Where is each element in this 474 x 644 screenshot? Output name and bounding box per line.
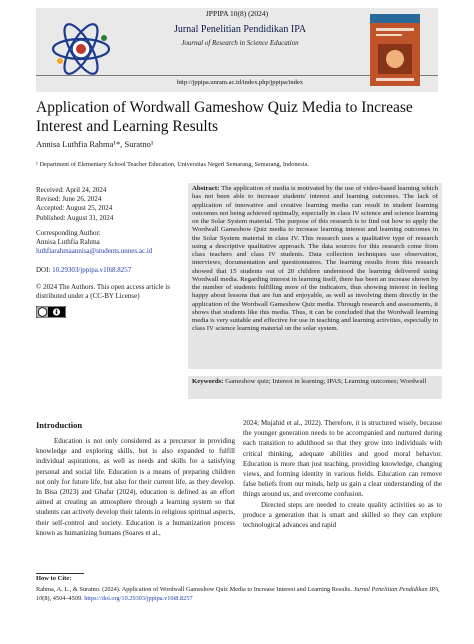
corresponding-label: Corresponding Author: <box>36 229 101 237</box>
corresponding-name: Annisa Luthfia Rahma <box>36 238 100 247</box>
body-column-right <box>243 418 442 530</box>
article-title: Application of Wordwall Gameshow Quiz Media to Increase Interest and Learning Results <box>36 99 413 135</box>
atom-logo-icon <box>46 16 116 82</box>
keywords <box>192 378 438 386</box>
intro-paragraph-2: Directed steps are needed to create quality activities so as to produce a generation that is smart and skilled so they can explore technological advances and rapid <box>243 500 442 530</box>
corresponding-email-link[interactable]: luthfiarahmaannisa@students.unnes.ac.id <box>36 247 153 256</box>
journal-issue: JPPIPA 10(8) (2024) <box>205 9 269 18</box>
article-dates <box>36 186 113 223</box>
corresponding-author <box>36 229 152 257</box>
abstract-body: The application of media is motivated by the use of video-based learning which has not been able to increase students' interest and learning outcomes. The lack of application of innovative and creative learning media can result in student learning outcomes not being achieved optimally, especially in class IV science and science learning on the Solar System material. The purpose of this research is to find out how to apply the Wordwall Gameshow Quiz media to increase learning interest and learning outcomes in the Solar System material in class IV. This research uses a qualitative type of research using a descriptive qualitative approach. The data sources for this research come from class teachers and class IV students. Data collection techniques use observation, interviews, documentation and questionnaires. The learning results from this research showed that 15 students out of 20 children understood the learning delivered using Wordwall media. Regarding interest in learning itself, there has been an increase shown by the number of students fulfilling more of the indicators, thus showing interest in feeling happy about lessons that are fun and enjoyable, as well as involving them directly in the application of the Wordwall Gameshow Quiz media. Through research and assessments, it shows that students like this media. Thus, it can be concluded that the Wordwall learning media is very suitable and effective for use in teaching and learning activities, especially in class IV science learning material on the solar system. <box>192 185 438 333</box>
keywords-body: Gameshow quiz; Interest in learning; IPAS; Learning outcomes; Wordwall <box>225 378 427 385</box>
cc-by-icon[interactable] <box>36 306 66 318</box>
citation-pages: (8), 4504–4509. <box>42 595 83 602</box>
body-column-left <box>36 436 235 538</box>
journal-url[interactable]: http://jppipa.unram.ac.id/index.php/jppipa/index <box>176 79 303 86</box>
keywords-label: Keywords: <box>192 378 224 385</box>
citation-main: Rahma, A. L., & Suratno. (2024). Application of Wordwall Gameshow Quiz Media to Increase Interest and Learning Results. <box>36 586 352 593</box>
journal-cover-icon <box>370 14 420 86</box>
how-to-cite-heading: How to Cite: <box>36 575 72 582</box>
intro-paragraph-1: Education is not only considered as a precursor in providing knowledge and exploring skills, but is also expanded to fulfill individual aspirations, as well as needs and skills for a satisfying personal and social life. Education is a means of preparing children not only for future life, but also for their current life, as they develop. In Bisa (2023) and Ghafar (2024), education is defined as an effort aimed at creating an atmosphere through a learning system so that students can actively develop their talents in religious spiritual aspects, their self-control and society. Education is a humanization process known as humanizing humans (Soares et al., <box>36 437 235 537</box>
published-date: Published: August 31, 2024 <box>36 213 114 222</box>
doi-link[interactable]: 10.29303/jppipa.v10i8.8257 <box>52 266 132 274</box>
revised-date: Revised: June 26, 2024 <box>36 195 102 204</box>
author-list: Annisa Luthfia Rahma¹*, Suratno¹ <box>36 139 154 149</box>
received-date: Received: April 24, 2024 <box>36 186 107 194</box>
accepted-date: Accepted: August 25, 2024 <box>36 204 113 213</box>
doi-label: DOI: <box>36 266 53 274</box>
footer-rule <box>36 573 84 574</box>
citation-journal: Jurnal Penelitian Pendidikan IPA, 10 <box>36 586 440 602</box>
citation-doi-link[interactable]: https://doi.org/10.29303/jppipa.v10i8.8257 <box>84 595 193 602</box>
intro-paragraph-1-continued: 2024; Mujahid et al., 2022). Therefore, it is structured wisely, because the younger generation needs to be accompanied and nurtured during each transition to adulthood so that they grow into individuals with critical thinking, adequate abilities and good moral behavior. Education is more than just teaching, providing knowledge, changing views, and forming identity in various fields. Education can remove false beliefs from our minds, help us gain a clear understanding of the things around us, and overcome confusion. <box>243 419 442 499</box>
abstract-label: Abstract: <box>192 185 220 192</box>
abstract <box>192 185 438 334</box>
license-statement: © 2024 The Authors. This open access article is distributed under a (CC-BY License) <box>36 283 170 301</box>
journal-title: Jurnal Penelitian Pendidikan IPA <box>173 24 307 35</box>
doi-line <box>36 266 131 275</box>
author-affiliation: ¹ Department of Elementary School Teacher Education, Universitas Negeri Semarang, Semarang, Indonesia. <box>36 161 309 168</box>
section-heading-introduction: Introduction <box>36 420 83 430</box>
citation <box>36 585 442 603</box>
journal-subtitle: Journal of Research in Science Education <box>181 39 299 47</box>
